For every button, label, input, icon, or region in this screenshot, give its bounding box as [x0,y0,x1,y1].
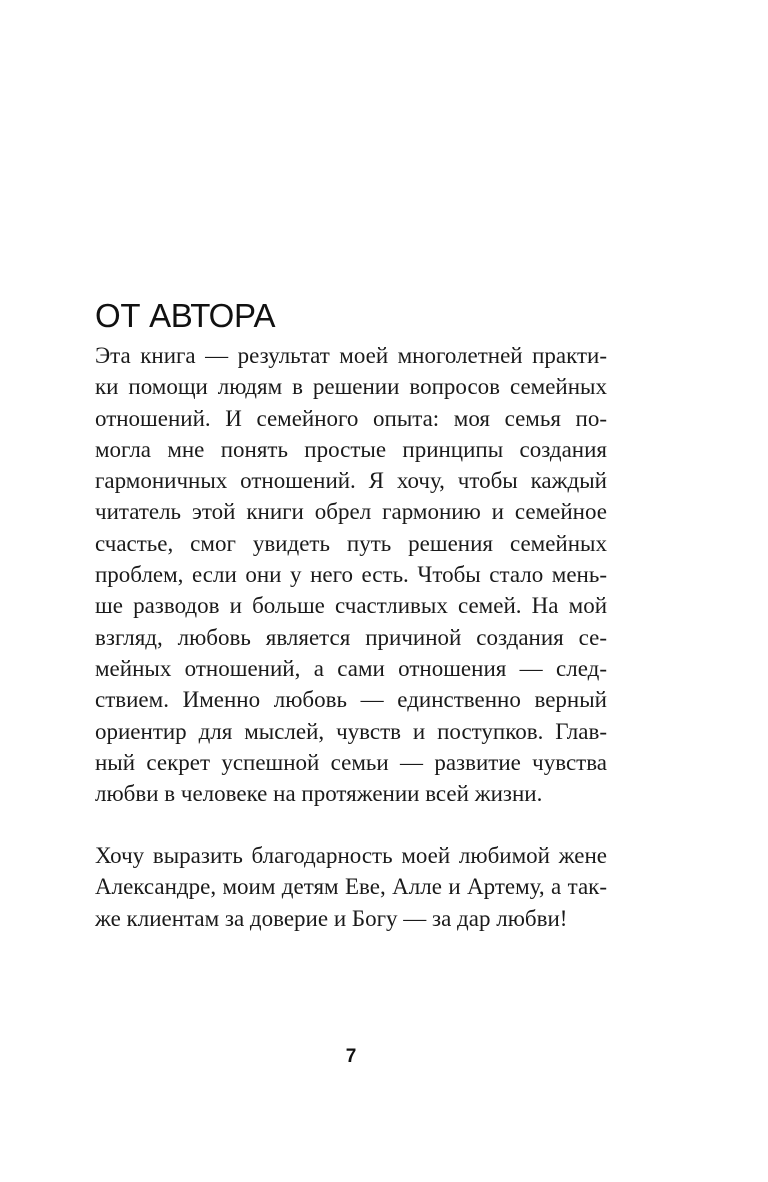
text-line: гармоничных отношений. Я хочу, чтобы каждый [95,468,607,494]
text-line: ствием. Именно любовь — единственно верный [95,687,607,713]
body-paragraph-2 [95,840,607,934]
text-line: ки помощи людям в решении вопросов семейных [95,374,607,400]
chapter-heading: ОТ АВТОРА [95,297,276,334]
text-line: же клиентам за доверие и Богу — за дар любви! [95,905,568,931]
text-line: мейных отношений, а сами отношения — след- [95,655,607,681]
text-line: отношений. И семейного опыта: моя семья по- [95,405,607,431]
text-line: Эта книга — результат моей многолетней практи- [95,343,607,368]
text-line: ный секрет успешной семьи — развитие чувства [95,749,607,775]
body-paragraph-1 [95,340,607,809]
text-line: ориентир для мыслей, чувств и поступков. Глав- [95,718,607,744]
text-line: читатель этой книги обрел гармонию и семейное [95,499,607,525]
text-line: любви в человеке на протяжении всей жизни. [95,781,543,807]
text-line: взгляд, любовь является причиной создания се- [95,624,607,650]
text-line: Хочу выразить благодарность моей любимой жене [95,843,607,868]
text-line: могла мне понять простые принципы создания [95,436,607,462]
text-line: счастье, смог увидеть путь решения семейных [95,530,607,556]
text-line: проблем, если они у него есть. Чтобы стало мень- [95,562,607,588]
text-line: Александре, моим детям Еве, Алле и Артему, а так- [95,874,607,900]
text-line: ше разводов и больше счастливых семей. На мой [95,593,607,619]
page-number: 7 [345,1046,357,1067]
